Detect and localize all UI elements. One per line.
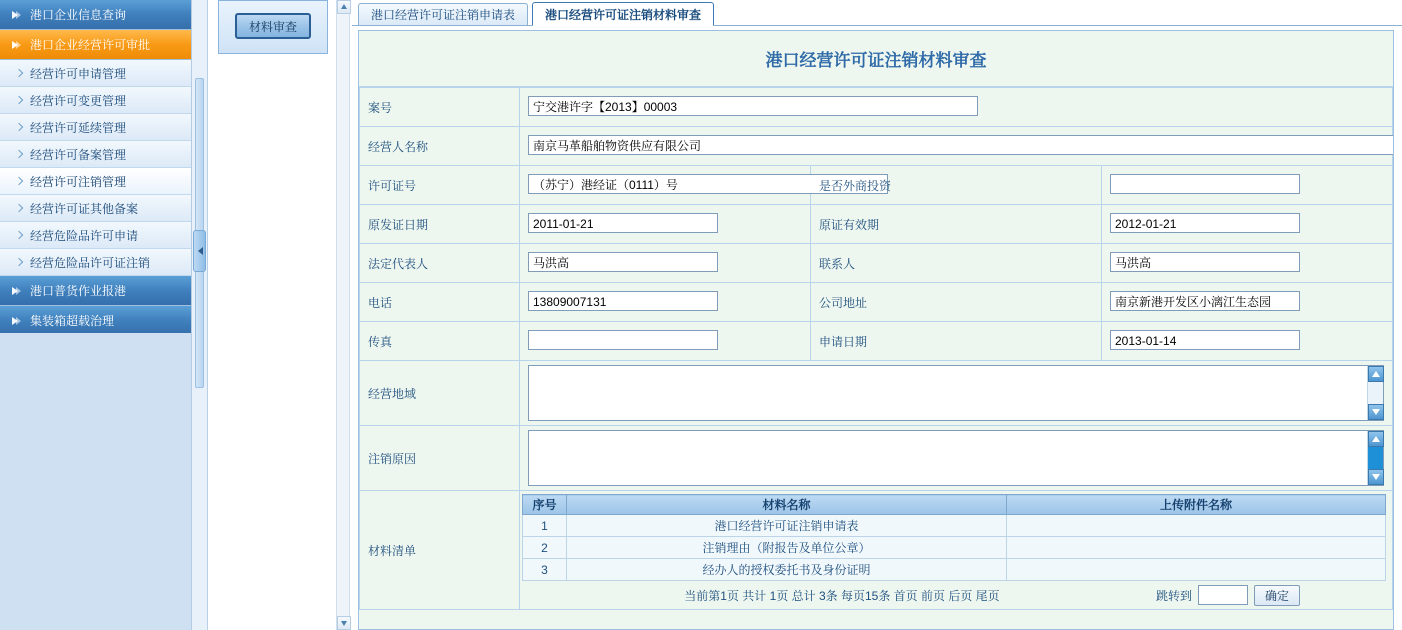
scroll-up-icon[interactable] — [1368, 366, 1384, 382]
sidebar-item-label: 经营许可注销管理 — [30, 174, 127, 189]
sidebar-group-label: 港口企业信息查询 — [30, 8, 127, 22]
sidebar-item-license-other-record[interactable] — [0, 195, 191, 222]
sidebar-item-label: 经营许可延续管理 — [30, 120, 127, 135]
issue-date-input[interactable]: 2011-01-21 — [528, 213, 718, 233]
table-row[interactable] — [523, 515, 1386, 537]
region-scrollbar[interactable] — [1367, 366, 1383, 420]
sidebar-item-label: 经营许可证其他备案 — [30, 201, 139, 216]
sidebar-item-license-record[interactable] — [0, 141, 191, 168]
scroll-up-icon[interactable] — [337, 0, 351, 14]
label-valid-date: 原证有效期 — [811, 205, 1102, 244]
cell-attachment[interactable] — [1007, 559, 1386, 581]
form-row-fax — [360, 322, 1393, 361]
label-operator: 经营人名称 — [360, 127, 520, 166]
label-license-no: 许可证号 — [360, 166, 520, 205]
label-material-list: 材料清单 — [360, 491, 520, 610]
sidebar — [0, 0, 192, 630]
cancel-reason-scrollbar[interactable] — [1367, 431, 1383, 485]
label-case-no: 案号 — [360, 88, 520, 127]
sidebar-item-dangerous-cancel[interactable] — [0, 249, 191, 276]
cell-license-no — [520, 166, 811, 205]
sidebar-item-label: 经营许可变更管理 — [30, 93, 127, 108]
company-address-input[interactable]: 南京新港开发区小漓江生态园 — [1110, 291, 1300, 311]
scroll-up-icon[interactable] — [1368, 431, 1384, 447]
form-row-license-no — [360, 166, 1393, 205]
label-cancel-reason: 注销原因 — [360, 426, 520, 491]
region-textarea[interactable] — [528, 365, 1384, 421]
pagination-jump — [1156, 585, 1300, 606]
cell-material-name: 经办人的授权委托书及身份证明 — [567, 559, 1007, 581]
tab-bar — [352, 0, 1402, 26]
jump-label: 跳转到 — [1155, 588, 1192, 603]
sidebar-group-label: 集装箱超载治理 — [30, 314, 115, 328]
cell-material-list — [520, 491, 1393, 610]
sidebar-item-label: 经营危险品许可证注销 — [30, 255, 151, 270]
material-table — [522, 494, 1386, 581]
content-area — [352, 0, 1402, 630]
sidebar-splitter[interactable] — [192, 0, 208, 630]
column-header-seq: 序号 — [523, 495, 567, 515]
form-row-phone — [360, 283, 1393, 322]
form-container — [358, 30, 1394, 630]
case-no-input[interactable]: 宁交港许字【2013】00003 — [528, 96, 978, 116]
sidebar-group-label: 港口企业经营许可审批 — [30, 38, 151, 52]
sidebar-item-license-change[interactable] — [0, 87, 191, 114]
main-area — [208, 0, 1402, 630]
panel-scrollbar[interactable] — [336, 0, 350, 630]
label-fax: 传真 — [360, 322, 520, 361]
pagination-summary[interactable]: 当前第1页 共计 1页 总计 3条 每页15条 首页 前页 后页 尾页 — [684, 588, 1000, 603]
label-legal-person: 法定代表人 — [360, 244, 520, 283]
page-title: 港口经营许可证注销材料审查 — [359, 31, 1393, 87]
table-row[interactable] — [523, 559, 1386, 581]
label-region: 经营地域 — [360, 361, 520, 426]
material-review-panel — [218, 0, 328, 54]
cell-legal-person — [520, 244, 811, 283]
jump-page-input[interactable] — [1198, 585, 1248, 605]
cell-seq: 2 — [523, 537, 567, 559]
contact-input[interactable]: 马洪高 — [1110, 252, 1300, 272]
info-form — [359, 87, 1393, 610]
form-row-cancel-reason — [360, 426, 1393, 491]
cell-issue-date — [520, 205, 811, 244]
license-no-input[interactable]: （苏宁）港经证（0111）号 — [528, 174, 888, 194]
sidebar-item-label: 经营许可申请管理 — [30, 66, 127, 81]
label-company-address: 公司地址 — [811, 283, 1102, 322]
scroll-track[interactable] — [1368, 382, 1383, 404]
cell-seq: 1 — [523, 515, 567, 537]
column-header-material-name: 材料名称 — [567, 495, 1007, 515]
sidebar-group-container-overload[interactable] — [0, 306, 191, 336]
double-arrow-icon — [10, 314, 24, 328]
form-row-case-no — [360, 88, 1393, 127]
sidebar-group-label: 港口普货作业报港 — [30, 284, 127, 298]
cancel-reason-textarea[interactable] — [528, 430, 1384, 486]
legal-person-input[interactable]: 马洪高 — [528, 252, 718, 272]
cell-valid-date — [1102, 205, 1393, 244]
cell-region — [520, 361, 1393, 426]
cell-company-address — [1102, 283, 1393, 322]
sidebar-item-dangerous-apply[interactable] — [0, 222, 191, 249]
apply-date-input[interactable]: 2013-01-14 — [1110, 330, 1300, 350]
scroll-down-icon[interactable] — [1368, 404, 1384, 420]
cell-foreign-investment — [1102, 166, 1393, 205]
cell-attachment[interactable] — [1007, 537, 1386, 559]
valid-date-input[interactable]: 2012-01-21 — [1110, 213, 1300, 233]
pagination-bar — [522, 581, 1386, 609]
splitter-collapse-handle[interactable] — [193, 230, 206, 272]
sidebar-item-license-cancel[interactable] — [0, 168, 191, 195]
cell-apply-date — [1102, 322, 1393, 361]
sidebar-background — [0, 333, 191, 630]
foreign-investment-input[interactable] — [1110, 174, 1300, 194]
label-foreign-investment: 是否外商投资 — [811, 166, 1102, 205]
scroll-down-icon[interactable] — [1368, 469, 1384, 485]
label-phone: 电话 — [360, 283, 520, 322]
cell-fax — [520, 322, 811, 361]
scroll-down-icon[interactable] — [337, 616, 351, 630]
sidebar-item-label: 经营许可备案管理 — [30, 147, 127, 162]
cell-contact — [1102, 244, 1393, 283]
confirm-button[interactable]: 确定 — [1254, 585, 1300, 606]
form-row-operator — [360, 127, 1393, 166]
label-apply-date: 申请日期 — [811, 322, 1102, 361]
sidebar-group-enterprise-query[interactable] — [0, 0, 191, 30]
sidebar-group-general-cargo[interactable] — [0, 276, 191, 306]
cell-operator — [520, 127, 1393, 166]
sidebar-item-label: 经营危险品许可申请 — [30, 228, 139, 243]
phone-input[interactable]: 13809007131 — [528, 291, 718, 311]
cell-case-no — [520, 88, 1393, 127]
cell-seq: 3 — [523, 559, 567, 581]
form-row-region — [360, 361, 1393, 426]
form-row-issue-date — [360, 205, 1393, 244]
column-header-attachment: 上传附件名称 — [1007, 495, 1386, 515]
material-review-button[interactable]: 材料审查 — [235, 13, 311, 39]
cell-cancel-reason — [520, 426, 1393, 491]
material-table-header — [523, 495, 1386, 515]
form-row-legal-person — [360, 244, 1393, 283]
label-issue-date: 原发证日期 — [360, 205, 520, 244]
sidebar-group-license-approval[interactable] — [0, 30, 191, 60]
cell-attachment[interactable] — [1007, 515, 1386, 537]
sidebar-item-license-extend[interactable] — [0, 114, 191, 141]
double-arrow-icon — [10, 8, 24, 22]
form-row-material-list — [360, 491, 1393, 610]
cell-phone — [520, 283, 811, 322]
table-row[interactable] — [523, 537, 1386, 559]
cell-material-name: 港口经营许可证注销申请表 — [567, 515, 1007, 537]
operator-name-input[interactable]: 南京马革船舶物资供应有限公司 — [528, 135, 1394, 155]
tab-cancel-application-form[interactable]: 港口经营许可证注销申请表 — [358, 3, 528, 25]
tab-cancel-material-review[interactable]: 港口经营许可证注销材料审查 — [532, 2, 714, 26]
cell-material-name: 注销理由（附报告及单位公章） — [567, 537, 1007, 559]
sidebar-item-license-apply[interactable] — [0, 60, 191, 87]
fax-input[interactable] — [528, 330, 718, 350]
double-arrow-icon — [10, 284, 24, 298]
label-contact: 联系人 — [811, 244, 1102, 283]
double-arrow-icon — [10, 38, 24, 52]
scroll-track[interactable] — [1368, 447, 1383, 469]
